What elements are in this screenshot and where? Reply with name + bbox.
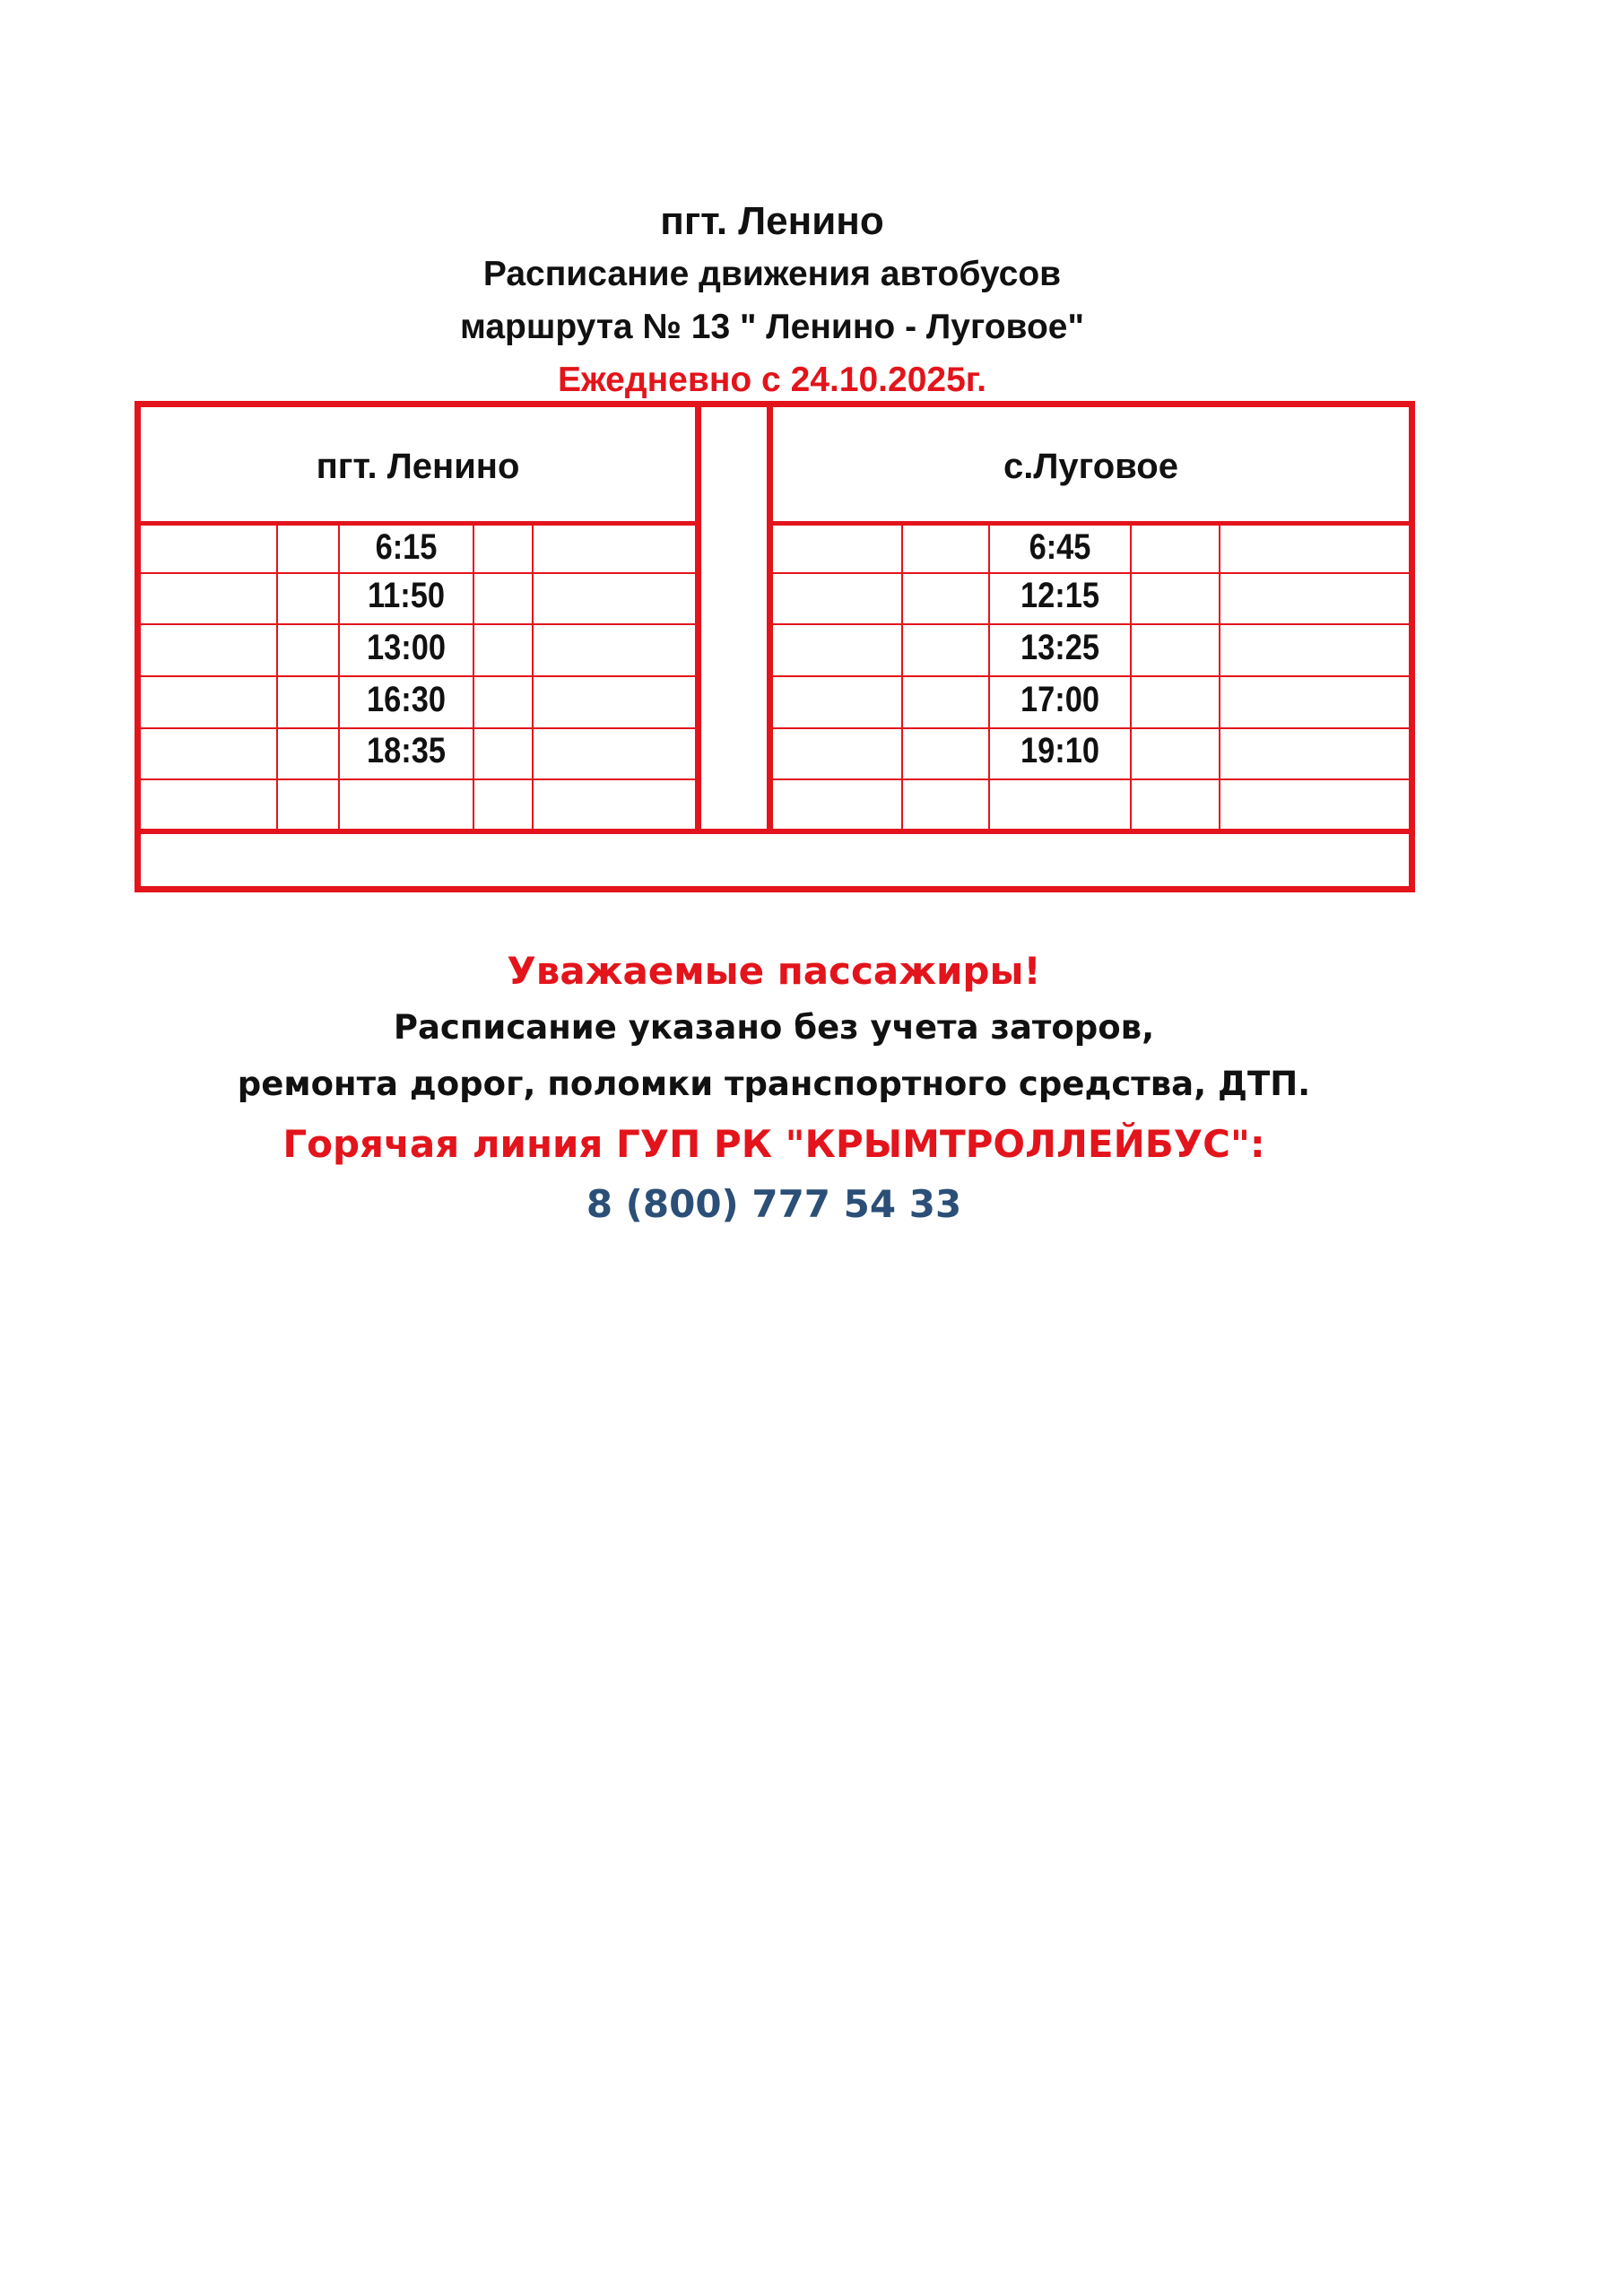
hotline-label: Горячая линия ГУП РК "КРЫМТРОЛЛЕЙБУС": <box>282 1122 1265 1166</box>
center-divider-left <box>695 407 701 829</box>
right-departure-time: 19:10 <box>1020 731 1099 770</box>
left-stop-name: пгт. Ленино <box>316 447 520 486</box>
validity-date: Ежедневно с 24.10.2025г. <box>558 361 986 399</box>
right-stop-name: с.Луговое <box>1003 447 1178 486</box>
header-divider-right <box>767 521 1409 526</box>
notice-greeting: Уважаемые пассажиры! <box>507 949 1041 993</box>
right-row-line <box>773 727 1409 729</box>
header-divider-left <box>141 521 701 526</box>
left-departure-time: 16:30 <box>367 680 446 719</box>
hotline-phone: 8 (800) 777 54 33 <box>586 1182 962 1226</box>
left-row-line <box>141 572 695 574</box>
left-row-line <box>141 675 695 677</box>
left-row-line <box>141 623 695 625</box>
right-col-line <box>901 526 903 829</box>
left-col-line <box>473 526 474 829</box>
route-title: маршрута № 13 " Ленино - Луговое" <box>459 308 1084 346</box>
schedule-table <box>135 401 1415 892</box>
footer-band-divider <box>141 829 1409 834</box>
right-row-line <box>773 572 1409 574</box>
right-departure-time: 13:25 <box>1020 628 1099 667</box>
notice-line-1: Расписание указано без учета заторов, <box>393 1008 1155 1047</box>
left-departure-time: 11:50 <box>367 576 446 615</box>
left-departure-time: 6:15 <box>375 527 438 567</box>
right-row-line <box>773 623 1409 625</box>
notice-line-2: ремонта дорог, поломки транспортного средства, ДТП. <box>237 1065 1311 1103</box>
right-col-line <box>1130 526 1132 829</box>
right-departure-time: 6:45 <box>1029 527 1091 567</box>
left-departure-time: 13:00 <box>367 628 446 667</box>
left-col-line <box>338 526 340 829</box>
right-row-line <box>773 778 1409 780</box>
left-departure-time: 18:35 <box>367 731 446 770</box>
right-col-line <box>988 526 990 829</box>
right-departure-time: 17:00 <box>1020 680 1099 719</box>
schedule-title: Расписание движения автобусов <box>482 255 1062 293</box>
right-departure-time: 12:15 <box>1020 576 1099 615</box>
left-col-line <box>276 526 278 829</box>
left-row-line <box>141 727 695 729</box>
right-col-line <box>1219 526 1220 829</box>
left-row-line <box>141 778 695 780</box>
location-title: пгт. Ленино <box>660 199 884 243</box>
right-row-line <box>773 675 1409 677</box>
left-col-line <box>532 526 534 829</box>
center-divider-right <box>767 407 773 829</box>
